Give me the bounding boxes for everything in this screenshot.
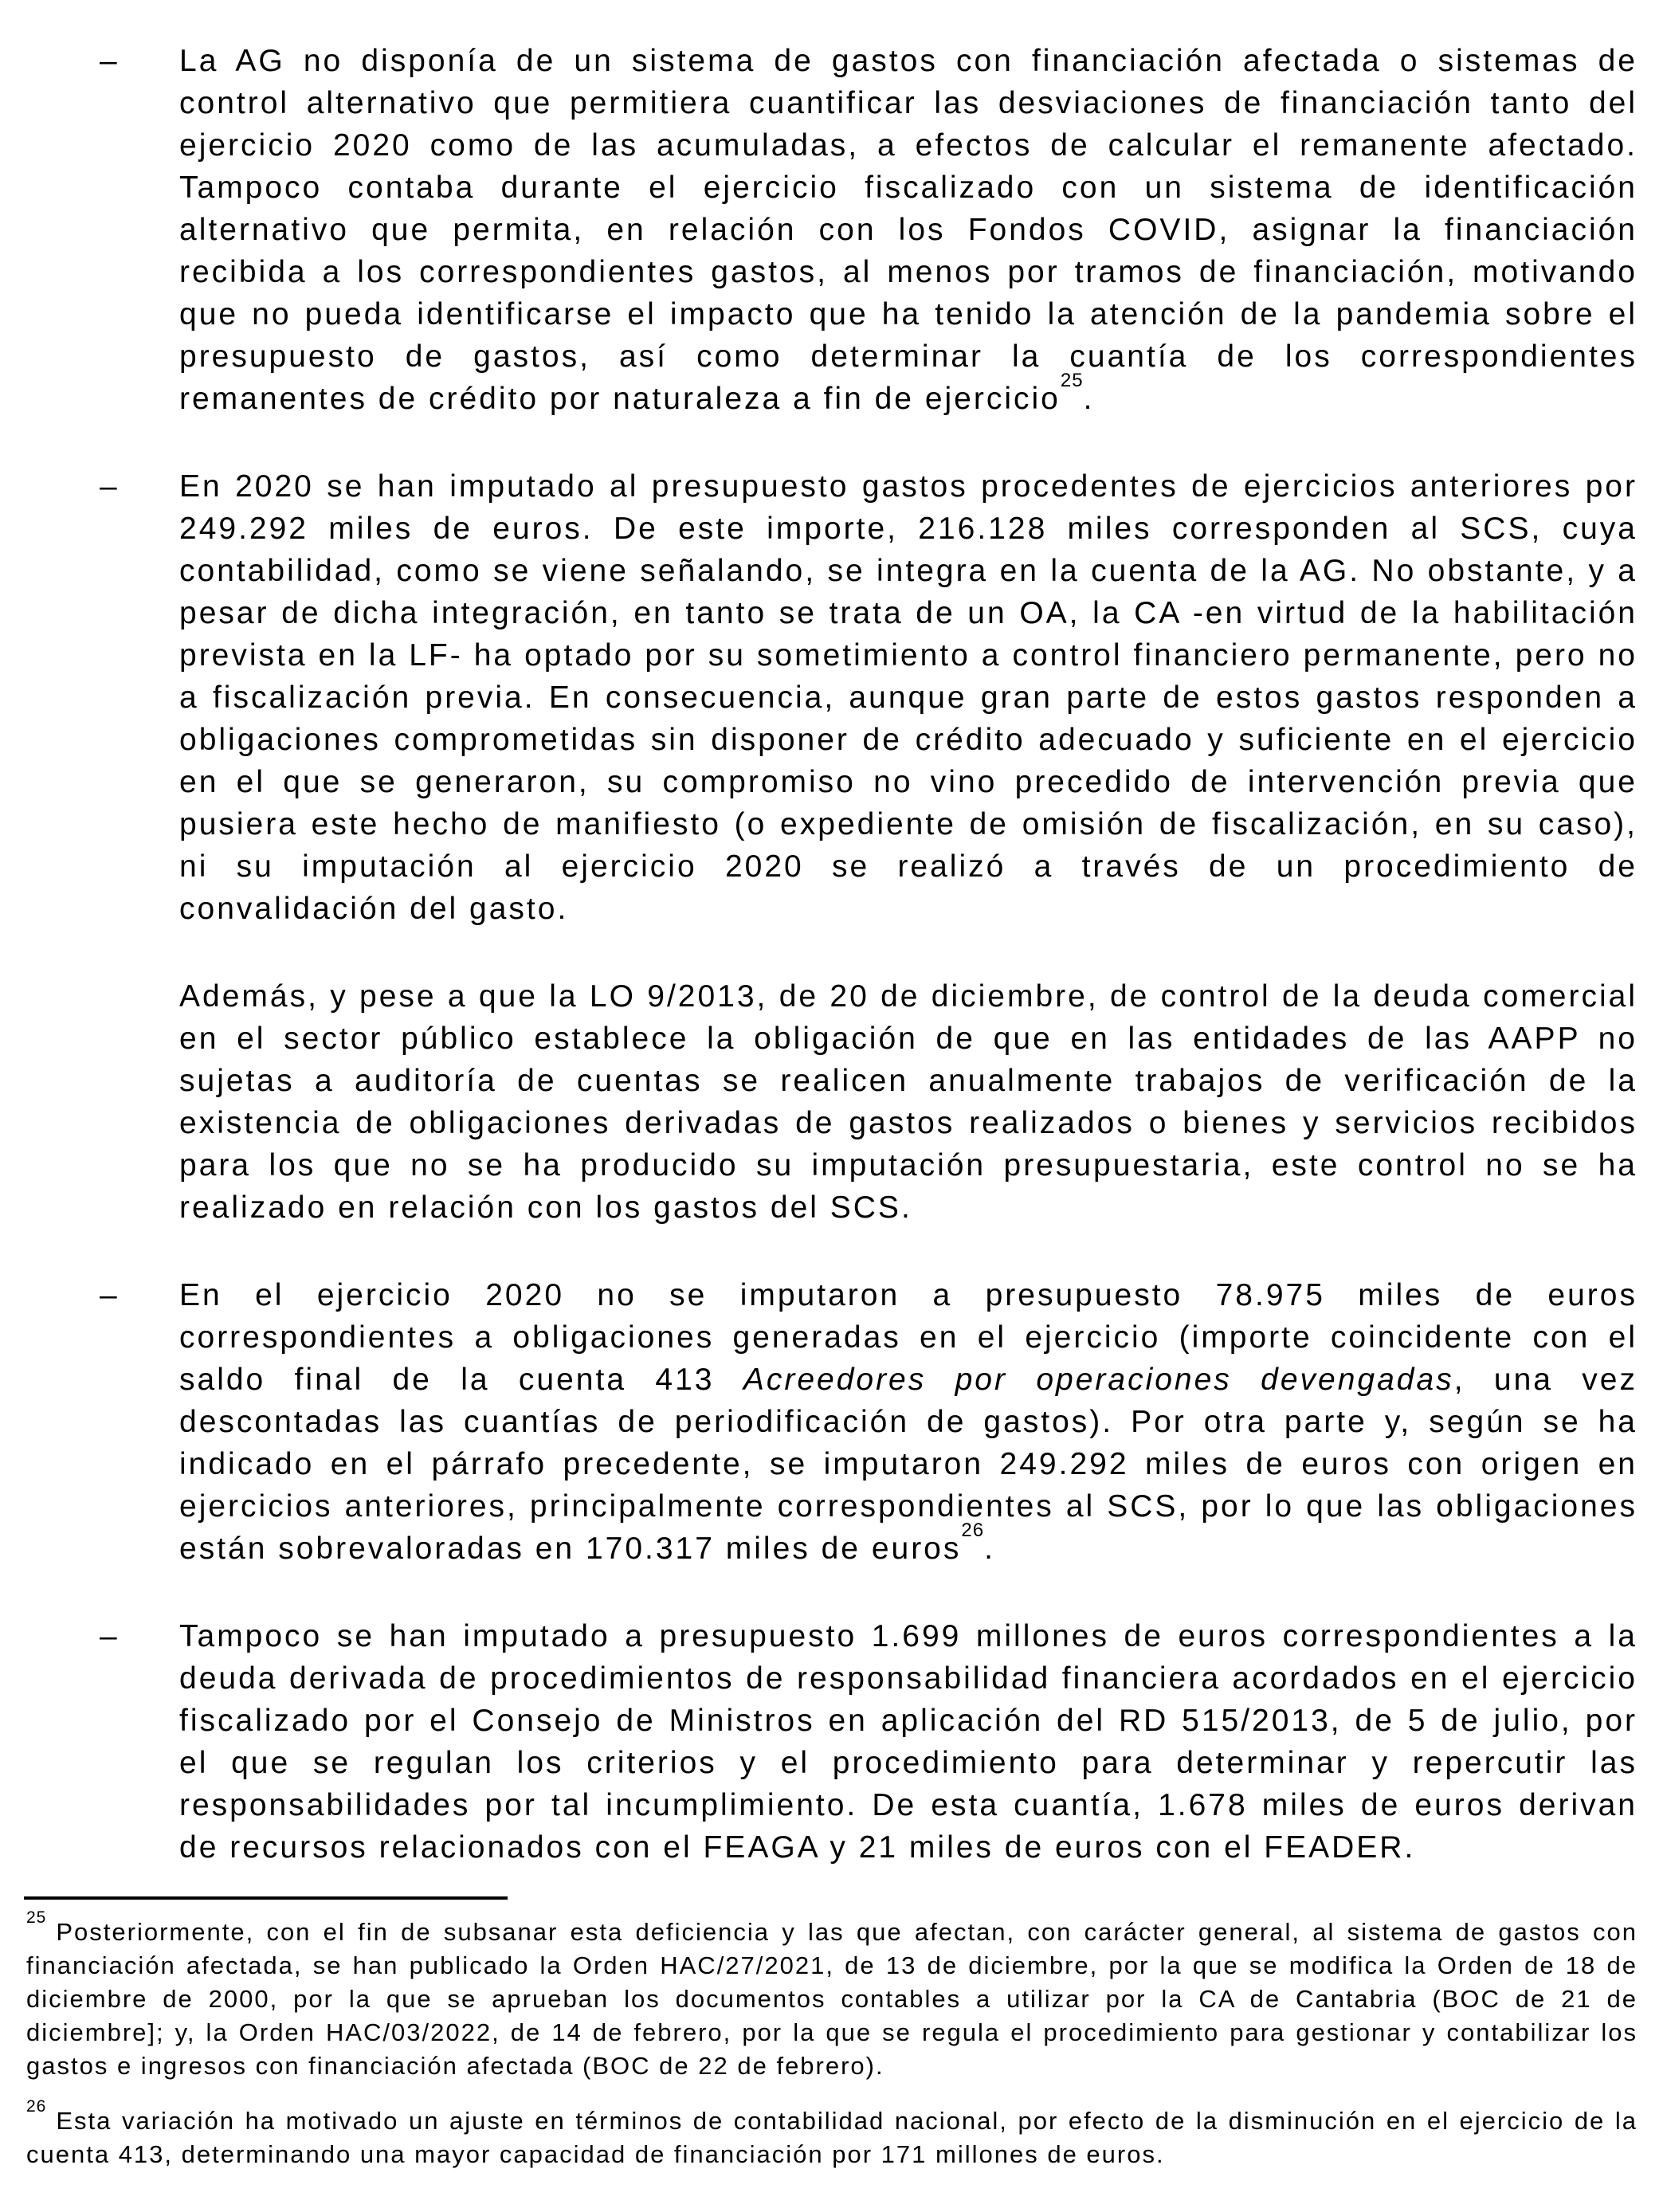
text-segment: Además, y pese a que la LO 9/2013, de 20 de diciembre, de control de la deuda comercial en el sector público establece la obligación de que en las entidades de las AAPP no sujetas a auditoría de cuentas se realicen anualmente trabajos de verificación de la existencia de obligaciones derivadas de gastos realizados o bienes y servicios recibidos para los que no se ha producido su imputación presupuestaria, este control no se ha realizado en relación con los gastos del SCS. <box>179 979 1638 1225</box>
text-segment: . <box>1083 382 1095 416</box>
footnote-text: Posteriormente, con el fin de subsanar esta deficiencia y las que afectan, con carácter general, al sistema de gastos con financiación afectada, se han publicado la Orden HAC/27/2021, de 13 de diciembre, por la que se modifica la Orden de 18 de diciembre de 2000, por la que se aprueban los documentos contables a utilizar por la CA de Cantabria (BOC de 21 de diciembre]; y, la Orden HAC/03/2022, de 14 de febrero, por la que se regula el procedimiento para gestionar y contabilizar los gastos e ingresos con financiación afectada (BOC de 22 de febrero). <box>26 1918 1638 2080</box>
footnote-ref-25: 25 <box>1060 370 1084 391</box>
paragraph-5 <box>100 1615 1638 1869</box>
text-segment: En el ejercicio 2020 no se imputaron a presupuesto 78.975 miles de euros correspondientes a obligaciones generadas en el ejercicio (importe coincidente con el saldo final de la cuenta 413 <box>179 1278 1638 1397</box>
footnote-number: 26 <box>26 2096 47 2116</box>
text-segment: En 2020 se han imputado al presupuesto gastos procedentes de ejercicios anteriores por 249.292 miles de euros. De este importe, 216.128 miles corresponden al SCS, cuya contabilidad, como se viene señalando, se integra en la cuenta de la AG. No obstante, y a pesar de dicha integración, en tanto se trata de un OA, la CA -en virtud de la habilitación prevista en la LF- ha optado por su sometimiento a control financiero permanente, pero no a fiscalización previa. En consecuencia, aunque gran parte de estos gastos responden a obligaciones comprometidas sin disponer de crédito adecuado y suficiente en el ejercicio en el que se generaron, su compromiso no vino precedido de intervención previa que pusiera este hecho de manifiesto (o expediente de omisión de fiscalización, en su caso), ni su imputación al ejercicio 2020 se realizó a través de un procedimiento de convalidación del gasto. <box>179 469 1638 926</box>
footnote-26 <box>26 2096 1638 2171</box>
footnote-text: Esta variación ha motivado un ajuste en términos de contabilidad nacional, por efecto de la disminución en el ejercicio de la cuenta 413, determinando una mayor capacidad de financiación por 171 millones de euros. <box>26 2107 1638 2168</box>
bullet-spacer <box>100 975 179 1229</box>
text-segment: Tampoco se han imputado a presupuesto 1.699 millones de euros correspondientes a la deuda derivada de procedimientos de responsabilidad financiera acordados en el ejercicio fiscalizado por el Consejo de Ministros en aplicación del RD 515/2013, de 5 de julio, por el que se regulan los criterios y el procedimiento para determinar y repercutir las responsabilidades por tal incumplimiento. De esta cuantía, 1.678 miles de euros derivan de recursos relacionados con el FEAGA y 21 miles de euros con el FEADER. <box>179 1619 1638 1865</box>
footnote-separator <box>24 1896 508 1900</box>
footnote-number: 25 <box>26 1908 47 1927</box>
footnote-ref-26: 26 <box>961 1520 985 1541</box>
paragraph-1 <box>100 40 1638 420</box>
text-segment: La AG no disponía de un sistema de gastos con financiación afectada o sistemas de control alternativo que permitiera cuantificar las desviaciones de financiación tanto del ejercicio 2020 como de las acumuladas, a efectos de calcular el remanente afectado. Tampoco contaba durante el ejercicio fiscalizado con un sistema de identificación alternativo que permita, en relación con los Fondos COVID, asignar la financiación recibida a los correspondientes gastos, al menos por tramos de financiación, motivando que no pueda identificarse el impacto que ha tenido la atención de la pandemia sobre el presupuesto de gastos, así como determinar la cuantía de los correspondientes remanentes de crédito por naturaleza a fin de ejercicio <box>179 44 1638 416</box>
paragraph-3-continuation <box>100 975 1638 1229</box>
footnote-25 <box>26 1908 1638 2083</box>
paragraph-text <box>179 40 1638 420</box>
paragraph-text <box>179 975 1638 1229</box>
bullet-dash: – <box>100 1619 120 1653</box>
bullet-dash: – <box>100 44 120 78</box>
text-segment: , una vez descontadas las cuantías de periodificación de gastos). Por otra parte y, según se ha indicado en el párrafo precedente, se imputaron 249.292 miles de euros con origen en ejercicios anteriores, principalmente correspondientes al SCS, por lo que las obligaciones están sobrevaloradas en 170.317 miles de euros <box>179 1363 1638 1566</box>
paragraph-text <box>179 1615 1638 1869</box>
paragraph-4 <box>100 1274 1638 1570</box>
bullet-dash: – <box>100 1278 120 1312</box>
body-content <box>0 40 1663 1914</box>
paragraph-text <box>179 465 1638 930</box>
footnotes-section <box>26 1908 1638 2193</box>
text-segment: . <box>984 1532 995 1566</box>
bullet-dash: – <box>100 469 120 504</box>
paragraph-2 <box>100 465 1638 930</box>
paragraph-text <box>179 1274 1638 1570</box>
text-segment-italic: Acreedores por operaciones devengadas <box>743 1363 1454 1397</box>
